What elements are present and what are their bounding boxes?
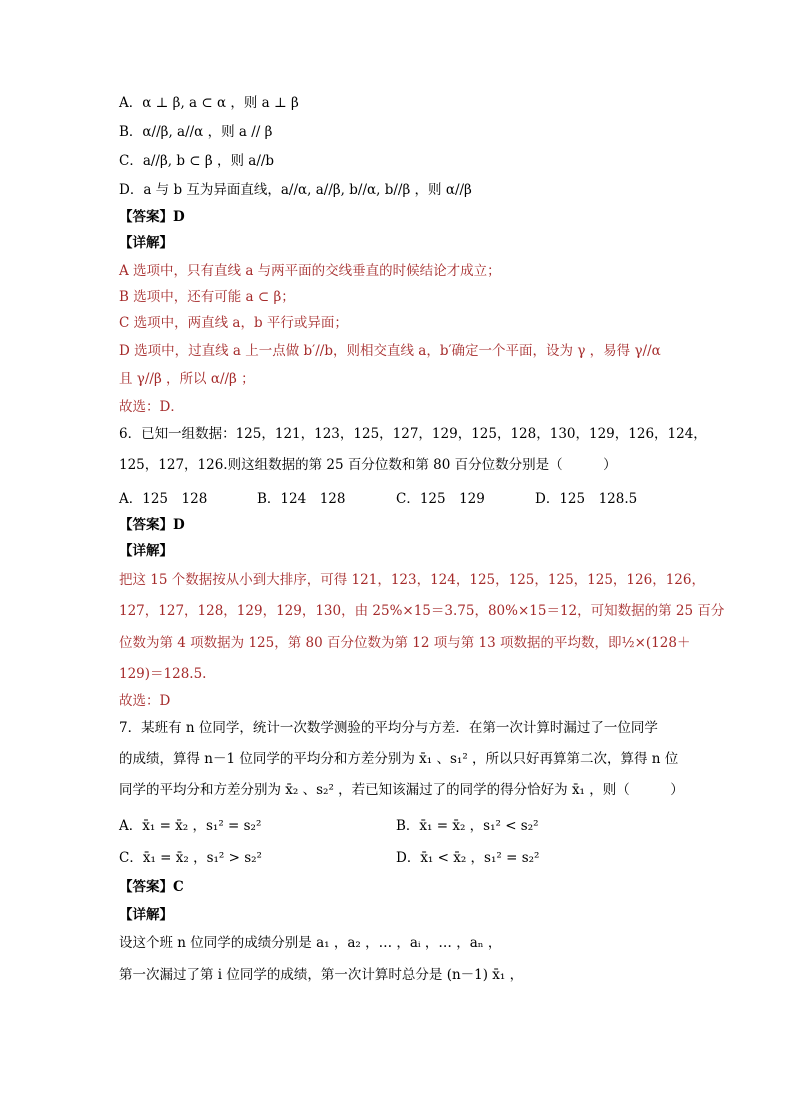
q7-option-b: B．x̄₁ = x̄₂ ，s₁² < s₂² [396,818,539,834]
q6-detail-line: 127，127，128，129，129，130，由 25%×15＝3.75，80%×15＝12，可知数据的第 25 百分 [119,603,725,619]
q6-detail-title: 【详解】 [119,543,173,559]
q6-stem-line: 125，127，126.则这组数据的第 25 百分位数和第 80 百分位数分别是（ ） [119,457,617,473]
q7-detail-line: 设这个班 n 位同学的成绩分别是 a₁ ，a₂ ，… ，aᵢ ，… ，aₙ ， [119,935,502,951]
q5-answer: 【答案】D [119,209,185,225]
q5-option-b: B．α//β, a//α ，则 a // β [119,124,273,140]
q7-answer: 【答案】C [119,879,184,895]
q7-stem-line: 的成绩，算得 n－1 位同学的平均分和方差分别为 x̄₁ 、s₁² ，所以只好再算第二次，算得 n 位 [119,751,679,767]
q6-option-a: A．125 128 [119,491,208,507]
q5-detail-line: B 选项中，还有可能 a ⊂ β； [119,289,295,305]
q6-conclusion: 故选：D [119,693,171,709]
q5-detail-line: C 选项中，两直线 a，b 平行或异面； [119,315,348,331]
q6-answer: 【答案】D [119,517,185,533]
q7-option-c: C．x̄₁ = x̄₂ ，s₁² > s₂² [119,850,262,866]
q6-detail-line: 位数为第 4 项数据为 125，第 80 百分位数为第 12 项与第 13 项数据的平均数，即½×(128＋ [119,635,691,651]
q5-detail-title: 【详解】 [119,235,173,251]
q6-detail-line: 把这 15 个数据按从小到大排序，可得 121，123，124，125，125，125，125，126，126， [119,572,705,588]
q7-detail-line: 第一次漏过了第 i 位同学的成绩，第一次计算时总分是 (n－1) x̄₁ ， [119,967,524,983]
q6-option-d: D．125 128.5 [535,491,638,507]
q6-detail-line: 129)＝128.5. [119,666,207,682]
q5-conclusion: 故选：D． [119,399,184,415]
q7-option-a: A．x̄₁ = x̄₂ ，s₁² = s₂² [119,818,262,834]
q6-option-b: B．124 128 [257,491,346,507]
q7-stem-line: 7．某班有 n 位同学，统计一次数学测验的平均分与方差．在第一次计算时漏过了一位同学 [119,720,658,736]
q6-option-c: C．125 129 [396,491,485,507]
q5-detail-line: 且 γ//β ，所以 α//β ； [119,371,255,387]
q7-detail-title: 【详解】 [119,907,173,923]
q5-option-c: C．a//β, b ⊂ β ，则 a//b [119,153,275,169]
q5-option-d: D．a 与 b 互为异面直线，a//α, a//β, b//α, b//β ，则 α//β [119,182,472,198]
q7-option-d: D．x̄₁ < x̄₂ ，s₁² = s₂² [396,850,540,866]
q5-detail-line: D 选项中，过直线 a 上一点做 b′//b，则相交直线 a，b′确定一个平面，设为 γ ，易得 γ//α [119,343,661,359]
q7-stem-line: 同学的平均分和方差分别为 x̄₂ 、s₂² ，若已知该漏过了的同学的得分恰好为 x̄₁ ，则（ ） [119,782,684,798]
q5-detail-line: A 选项中，只有直线 a 与两平面的交线垂直的时候结论才成立； [119,263,501,279]
q5-option-a: A．α ⊥ β, a ⊂ α ，则 a ⊥ β [119,95,299,111]
q6-stem-line: 6．已知一组数据：125，121，123，125，127，129，125，128，130，129，126，124， [119,426,707,442]
